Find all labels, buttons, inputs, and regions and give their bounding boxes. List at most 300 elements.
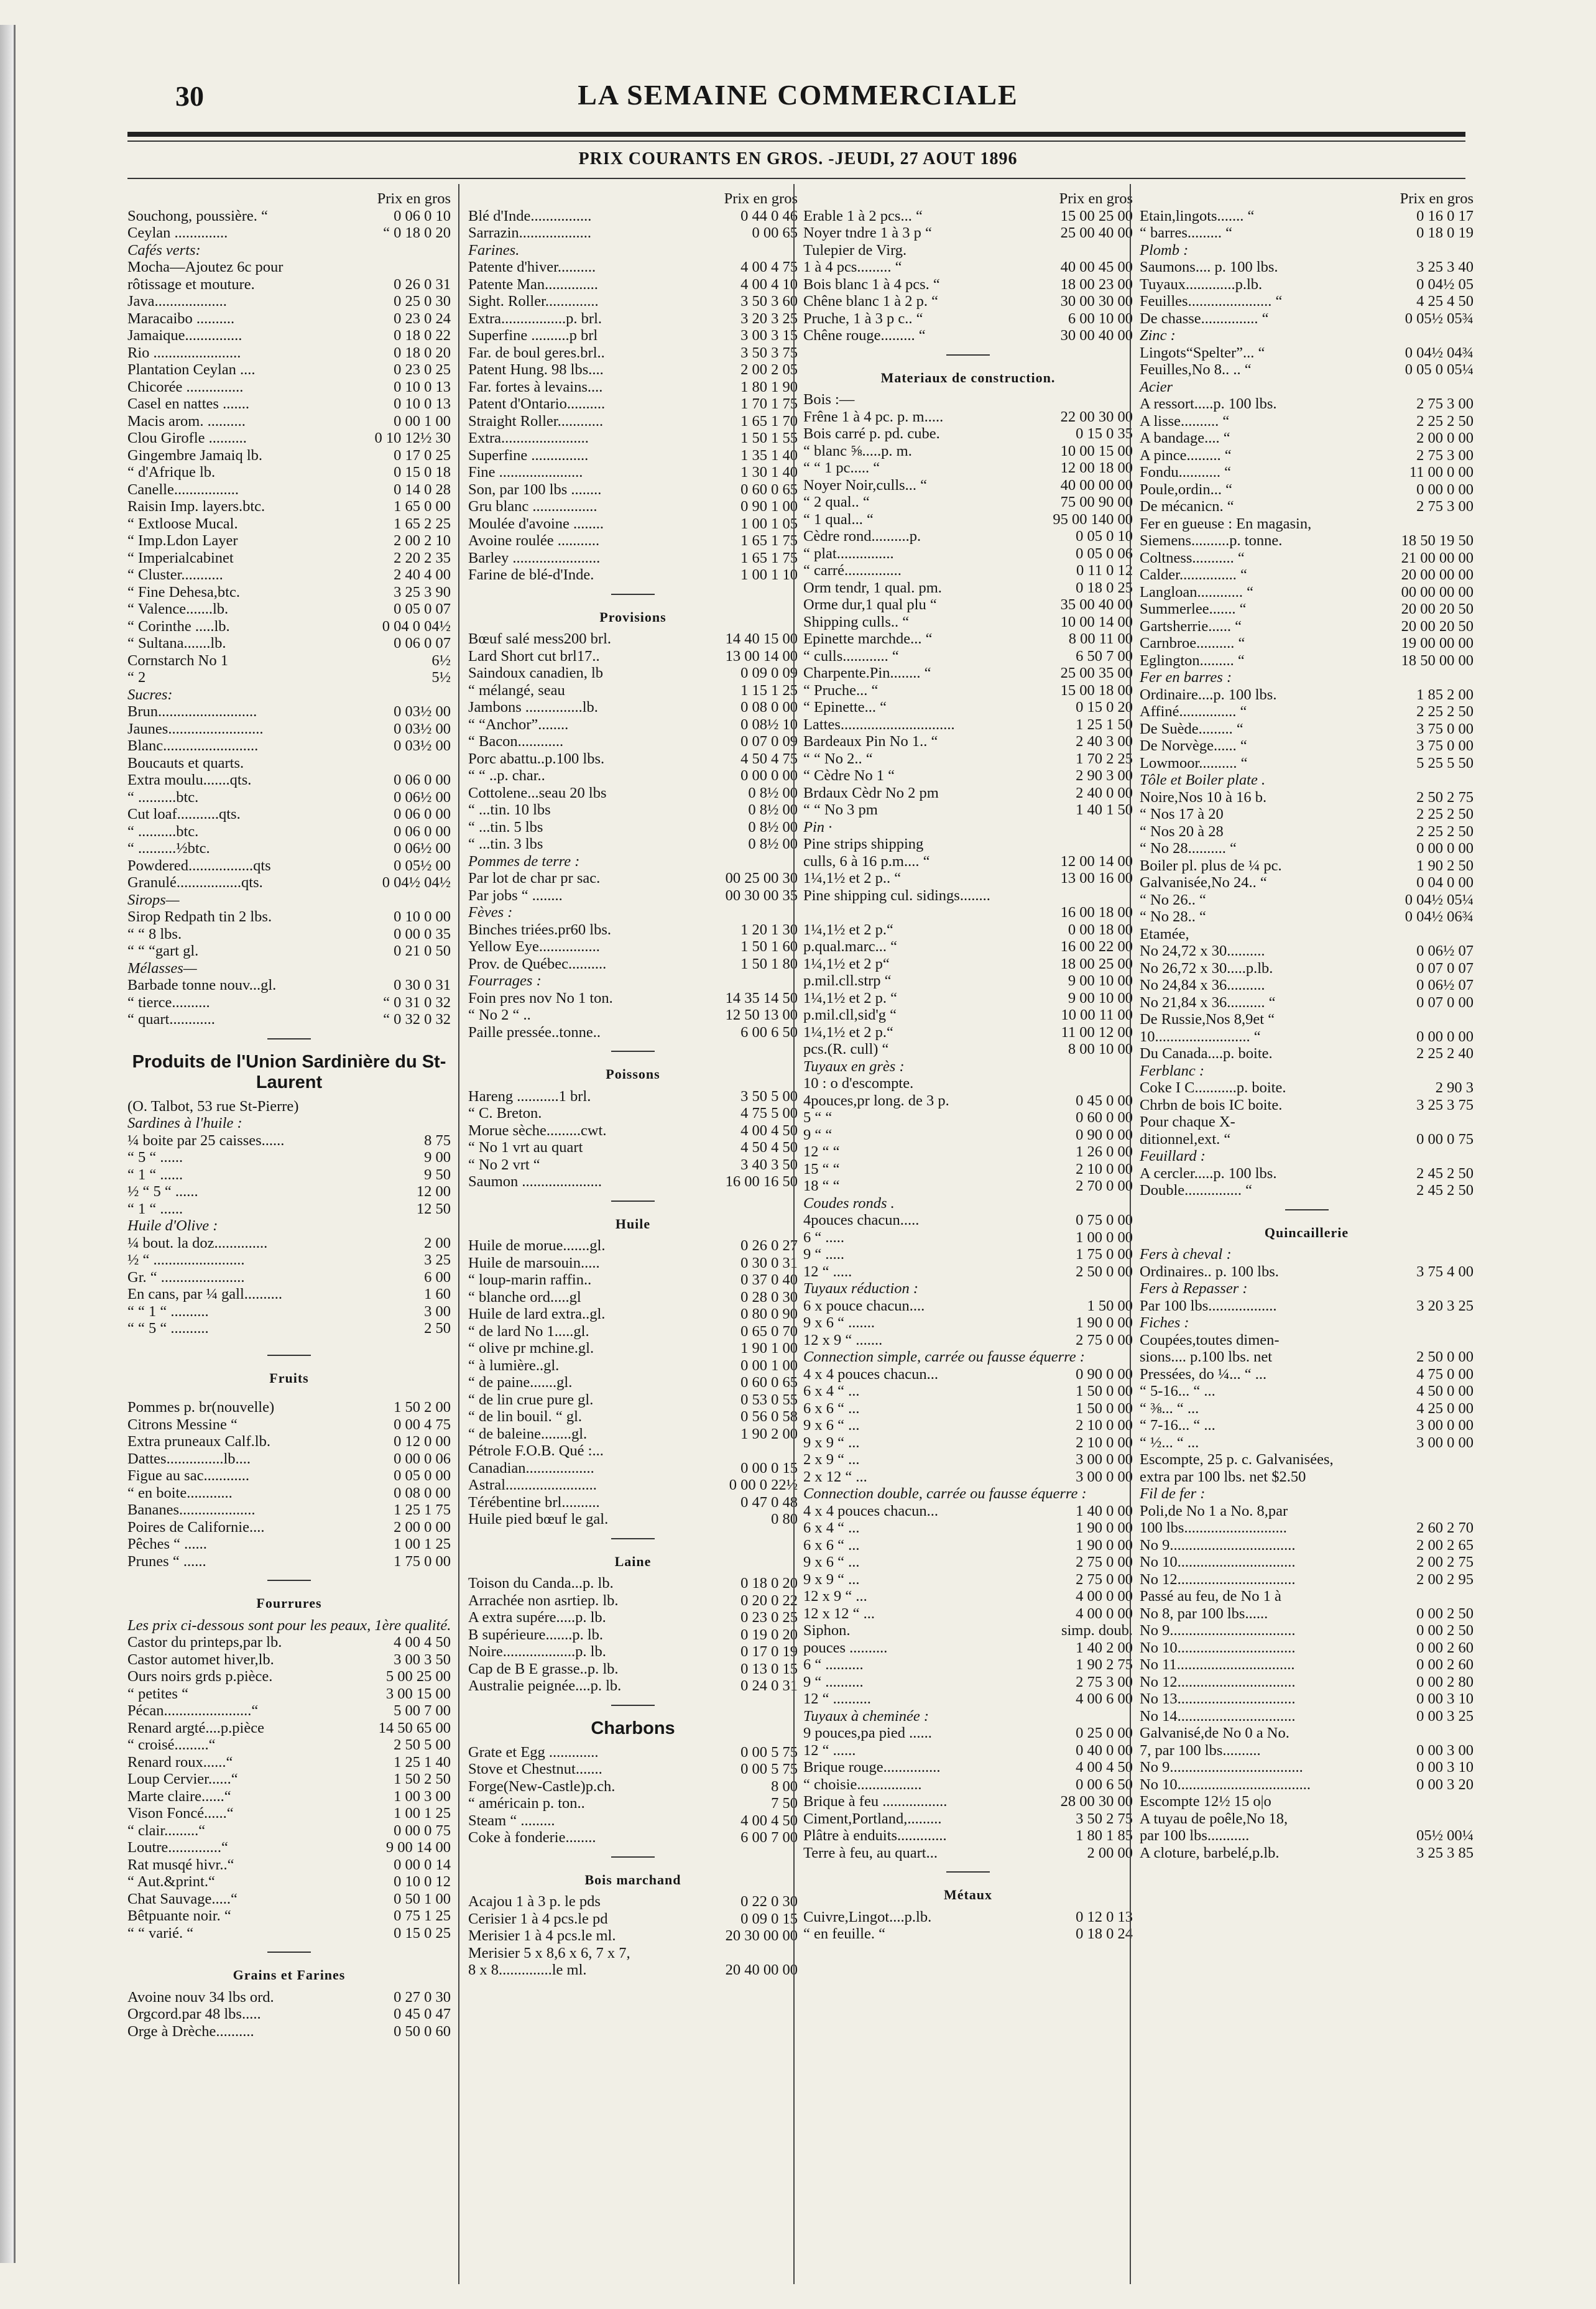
price-row <box>803 1314 1133 1332</box>
item-price: 0 07 0 09 <box>740 733 798 750</box>
item-name: Par jobs “ ........ <box>468 887 563 904</box>
item-price: 2 60 2 70 <box>1416 1519 1474 1536</box>
price-row <box>803 1742 1133 1759</box>
text-line: De Russie,Nos 8,9et “ <box>1140 1011 1275 1028</box>
item-price: 0 8½ 00 <box>748 784 798 801</box>
price-row <box>1140 686 1474 704</box>
price-row <box>803 1503 1133 1520</box>
item-price: 1 80 1 90 <box>740 378 798 395</box>
section-heading: Bois marchand <box>584 1871 681 1887</box>
price-row <box>468 1122 798 1140</box>
price-row <box>127 464 451 481</box>
price-row <box>127 1320 451 1337</box>
item-name: Orme dur,1 qual plu “ <box>803 596 937 613</box>
item-name: “ No 2 “ .. <box>468 1007 531 1023</box>
price-row <box>468 1374 798 1391</box>
price-row <box>803 1656 1133 1674</box>
price-row <box>468 1024 798 1041</box>
item-name: Blanc......................... <box>127 737 259 754</box>
item-name: “ Corinthe .....lb. <box>127 617 230 635</box>
item-name: 4 x 4 pouces chacun... <box>803 1365 939 1383</box>
price-row <box>803 459 1133 477</box>
item-price: 0 00 0 75 <box>394 1822 451 1839</box>
item-price: 3 00 15 00 <box>385 1685 451 1702</box>
price-row <box>468 1511 798 1528</box>
item-price: 0 05 0 06 <box>1076 545 1133 562</box>
item-price: 2 00 2 95 <box>1416 1570 1474 1588</box>
price-row <box>803 1127 1133 1144</box>
item-price: 0 18 0 19 <box>1416 224 1474 241</box>
item-name: Clou Girofle .......... <box>127 430 247 446</box>
subheading: Fers à Repasser : <box>1140 1280 1248 1297</box>
section-divider <box>611 594 655 595</box>
item-price: 2 50 0 00 <box>1416 1348 1474 1365</box>
price-row <box>803 767 1133 785</box>
item-price: 1 25 1 40 <box>394 1753 451 1771</box>
price-row <box>468 921 798 939</box>
section-heading: Fourrures <box>256 1595 322 1611</box>
item-price: 0 07 0 07 <box>1416 959 1474 977</box>
item-name: Feuilles...................... “ <box>1140 293 1283 310</box>
price-row <box>468 938 798 956</box>
price-row <box>803 1674 1133 1691</box>
item-name: Patente Man.............. <box>468 275 598 293</box>
item-price: 4 00 4 50 <box>1076 1759 1133 1776</box>
price-row <box>468 1961 798 1979</box>
price-row <box>468 1592 798 1610</box>
item-price: 6½ <box>431 652 451 669</box>
subheading: Connection double, carrée ou fausse équerre : <box>803 1485 1087 1502</box>
column-header: Prix en gros <box>377 190 451 207</box>
item-name: Citrons Messine “ <box>127 1416 238 1433</box>
item-name: Noyer tndre 1 à 3 p “ <box>803 224 932 241</box>
item-name: Ceylan .............. <box>127 224 228 241</box>
price-row <box>803 1810 1133 1828</box>
item-name: “ Bacon............ <box>468 733 564 750</box>
price-row <box>1140 1571 1474 1588</box>
price-row <box>803 1178 1133 1195</box>
price-row <box>468 630 798 648</box>
item-price: 4 00 4 50 <box>394 1634 451 1651</box>
item-name: Far. de boul geres.brl.. <box>468 344 605 361</box>
item-price: 0 15 0 20 <box>1076 699 1133 716</box>
subheading: Fèves : <box>468 904 513 921</box>
price-row <box>468 836 798 853</box>
item-name: No 14............................... <box>1140 1707 1296 1725</box>
item-name: “ ...tin. 10 lbs <box>468 801 551 818</box>
item-price: 12 50 13 00 <box>725 1007 798 1023</box>
item-name: No 12............................... <box>1140 1673 1296 1690</box>
item-price: 9 00 <box>424 1149 451 1166</box>
item-name: Superfine ..........p brl <box>468 327 598 344</box>
price-row <box>1140 293 1474 310</box>
item-price: 0 47 0 48 <box>740 1493 798 1511</box>
item-price: 0 8½ 00 <box>748 801 798 818</box>
item-name: Sarrazin................... <box>468 224 591 241</box>
price-row <box>1140 1434 1474 1452</box>
item-price: 3 25 3 75 <box>1416 1096 1474 1113</box>
price-row <box>803 477 1133 494</box>
item-name: Du Canada....p. boite. <box>1140 1045 1273 1062</box>
item-price: 0 56 0 58 <box>740 1408 798 1425</box>
item-price: 0 20 0 22 <box>740 1592 798 1609</box>
item-name: Rat musqé hivr..“ <box>127 1856 234 1873</box>
item-name: “ barres......... “ <box>1140 224 1232 241</box>
price-row <box>468 887 798 905</box>
item-name: Renard roux......“ <box>127 1753 233 1771</box>
item-price: 0 23 0 25 <box>740 1609 798 1626</box>
item-price: 10 00 11 00 <box>1061 1007 1133 1023</box>
price-row <box>1140 1519 1474 1537</box>
price-row <box>1140 447 1474 464</box>
item-price: 4 00 4 75 <box>740 259 798 275</box>
item-name: “ carré............... <box>803 562 902 579</box>
item-name: “ ..........btc. <box>127 788 199 806</box>
item-name: A lisse.......... “ <box>1140 412 1230 430</box>
price-row <box>803 596 1133 614</box>
price-row <box>468 310 798 328</box>
column-header: Prix en gros <box>1059 190 1133 207</box>
item-price: 6 00 7 00 <box>740 1829 798 1846</box>
section-divider <box>611 1201 655 1202</box>
item-price: 0 00 0 22½ <box>729 1477 798 1493</box>
item-name: De Suède......... “ <box>1140 720 1243 737</box>
item-name: Brun.......................... <box>127 703 257 720</box>
item-price: 0 00 2 50 <box>1416 1605 1474 1622</box>
price-row <box>468 344 798 362</box>
item-price: 1 40 0 00 <box>1076 1502 1133 1519</box>
price-row <box>127 1303 451 1320</box>
subheading: Cafés verts: <box>127 241 201 259</box>
price-row <box>803 699 1133 716</box>
price-row <box>127 1183 451 1201</box>
text-line: Pour chaque X- <box>1140 1113 1235 1130</box>
item-price: 0 06 0 00 <box>394 806 451 823</box>
item-name: “ américain p. ton.. <box>468 1795 585 1812</box>
item-price: 3 00 3 15 <box>740 327 798 344</box>
price-row <box>127 361 451 379</box>
text-line: Pine strips shipping <box>803 836 924 852</box>
price-row <box>468 1661 798 1678</box>
item-price: 0 00 6 50 <box>1076 1776 1133 1793</box>
item-name: Prunes “ ...... <box>127 1552 206 1570</box>
item-name: Macis arom. .......... <box>127 412 246 430</box>
item-name: 1¼,1½ et 2 p.“ <box>803 1023 893 1041</box>
item-name: 12 x 9 “ ....... <box>803 1331 883 1348</box>
item-price: 0 10 12½ 30 <box>374 430 451 446</box>
item-price: 0 00 0 14 <box>394 1856 451 1873</box>
item-name: Merisier 5 x 8,6 x 6, 7 x 7, <box>468 1944 630 1961</box>
item-price: “ 0 32 0 32 <box>383 1011 451 1028</box>
price-row <box>468 293 798 310</box>
item-price: 0 19 0 20 <box>740 1626 798 1643</box>
item-price: 8 00 10 00 <box>1068 1041 1133 1058</box>
item-price: 0 18 0 25 <box>1076 579 1133 596</box>
item-name: sions.... p.100 lbs. net <box>1140 1348 1273 1365</box>
item-price: 3 00 3 50 <box>394 1651 451 1668</box>
item-name: Powdered.................qts <box>127 857 271 874</box>
item-price: 0 00 5 75 <box>740 1761 798 1777</box>
subheading: Plomb : <box>1140 241 1189 259</box>
price-row <box>803 1605 1133 1623</box>
item-name: Cottolene...seau 20 lbs <box>468 784 607 801</box>
item-price: 0 06 0 07 <box>394 635 451 652</box>
price-row <box>1140 224 1474 242</box>
item-name: pcs.(R. cull) “ <box>803 1041 889 1058</box>
price-row <box>1140 413 1474 430</box>
price-row <box>1140 1827 1474 1845</box>
section-heading: Provisions <box>599 609 667 625</box>
newspaper-title: LA SEMAINE COMMERCIALE <box>578 79 1018 111</box>
item-price: 2 45 2 50 <box>1416 1182 1474 1199</box>
section-divider <box>267 1355 311 1356</box>
item-price: 2 50 0 00 <box>1076 1263 1133 1280</box>
price-row <box>127 447 451 464</box>
text-line: (O. Talbot, 53 rue St-Pierre) <box>127 1097 299 1115</box>
item-price: 0 06 0 00 <box>394 772 451 788</box>
section-heading: Materiaux de construction. <box>880 369 1056 385</box>
item-name: Rio ....................... <box>127 344 241 361</box>
item-price: 0 05½ 05¾ <box>1405 310 1474 327</box>
subheading: Sirops— <box>127 891 180 908</box>
price-row <box>127 413 451 430</box>
price-row <box>1140 1742 1474 1759</box>
price-row <box>803 425 1133 443</box>
item-name: Extra moulu.......qts. <box>127 772 252 788</box>
item-name: Lingots“Spelter”... “ <box>1140 344 1265 361</box>
item-name: De Norvège...... “ <box>1140 737 1247 754</box>
price-row <box>468 1173 798 1191</box>
section-heading: Huile <box>615 1215 651 1232</box>
scan-margin <box>0 25 16 2263</box>
price-row <box>1140 259 1474 276</box>
item-name: “ de baleine........gl. <box>468 1425 588 1442</box>
item-price: 1 26 0 00 <box>1076 1143 1133 1160</box>
price-row <box>1140 1639 1474 1657</box>
item-name: Moulée d'avoine ........ <box>468 515 604 532</box>
item-price: 0 8½ 00 <box>748 818 798 836</box>
item-price: 2 25 2 40 <box>1416 1045 1474 1062</box>
item-price: 40 00 00 00 <box>1060 476 1133 494</box>
item-name: 100 lbs........................... <box>1140 1519 1287 1536</box>
item-price: 0 21 0 50 <box>394 942 451 959</box>
item-price: 0 23 0 25 <box>394 361 451 378</box>
item-price: 20 30 00 00 <box>725 1927 798 1944</box>
subheading: Zinc : <box>1140 327 1176 344</box>
item-name: Superfine ............... <box>468 446 589 464</box>
item-name: En cans, par ¼ gall.......... <box>127 1286 283 1302</box>
item-name: Affiné............... “ <box>1140 703 1247 720</box>
item-price: 12 50 <box>416 1200 451 1217</box>
item-price: 0 10 0 13 <box>394 378 451 395</box>
item-price: 0 18 0 20 <box>394 344 451 361</box>
item-name: No 9................................... <box>1140 1759 1303 1776</box>
item-name: ditionnel,ext. “ <box>1140 1130 1231 1148</box>
item-price: 2 75 3 00 <box>1416 395 1474 412</box>
item-name: Arrachée non asrtiep. lb. <box>468 1592 619 1609</box>
item-price: 28 00 30 00 <box>1060 1793 1133 1810</box>
price-row <box>1140 1622 1474 1639</box>
price-row <box>1140 1656 1474 1674</box>
item-name: No 26,72 x 30.....p.lb. <box>1140 959 1273 977</box>
item-price: 0 23 0 24 <box>394 310 451 327</box>
item-price: 4 50 4 50 <box>740 1139 798 1156</box>
subheading: Fer en barres : <box>1140 669 1232 686</box>
price-column-3 <box>793 184 1133 2284</box>
price-row <box>803 1776 1133 1794</box>
price-row <box>1140 1297 1474 1315</box>
item-price: 0 10 0 13 <box>394 395 451 412</box>
price-row <box>127 1235 451 1252</box>
item-price: 0 13 0 15 <box>740 1660 798 1677</box>
item-name: “ tierce.......... <box>127 993 210 1011</box>
item-price: 0 17 0 25 <box>394 446 451 464</box>
price-row <box>127 1736 451 1754</box>
price-row <box>803 1434 1133 1452</box>
item-price: 3 00 0 00 <box>1076 1468 1133 1485</box>
item-price: 0 25 0 00 <box>1076 1725 1133 1741</box>
item-price: 0 09 0 15 <box>740 1910 798 1927</box>
item-price: 2 25 2 50 <box>1416 412 1474 430</box>
price-row <box>803 733 1133 750</box>
price-row <box>803 682 1133 699</box>
item-price: 2 00 2 75 <box>1416 1554 1474 1570</box>
item-price: 1 00 3 00 <box>394 1787 451 1805</box>
item-price: 0 05 0 10 <box>1076 528 1133 545</box>
item-price: 0 45 0 00 <box>1076 1092 1133 1109</box>
price-row <box>468 785 798 802</box>
price-row <box>468 767 798 785</box>
item-name: ½ “ 5 “ ...... <box>127 1183 198 1200</box>
text-line: Mocha—Ajoutez 6c pour <box>127 259 284 275</box>
item-name: Saumon ..................... <box>468 1173 602 1190</box>
item-name: Orge à Drèche.......... <box>127 2022 254 2040</box>
item-name: Granulé.................qts. <box>127 874 263 891</box>
item-name: Cut loaf...........qts. <box>127 806 241 823</box>
item-name: 18 “ “ <box>803 1178 840 1194</box>
item-price: 12 00 14 00 <box>1060 852 1133 870</box>
item-price: 2 90 3 00 <box>1076 767 1133 784</box>
item-price: 0 06 0 00 <box>394 823 451 840</box>
item-price: 0 08½ 10 <box>740 716 798 733</box>
price-row <box>1140 874 1474 892</box>
price-row <box>127 1166 451 1184</box>
price-row <box>127 584 451 601</box>
item-name: “ 1 “ ...... <box>127 1166 183 1183</box>
price-row <box>1140 1845 1474 1862</box>
section-divider <box>1285 1209 1329 1210</box>
item-name: A cloture, barbelé,p.lb. <box>1140 1844 1280 1861</box>
item-name: Binches triées.pr60 lbs. <box>468 921 611 938</box>
item-price: 1 75 0 00 <box>1076 1246 1133 1263</box>
price-row <box>468 327 798 344</box>
item-price: 0 18 0 20 <box>740 1575 798 1592</box>
item-name: Jambons ...............lb. <box>468 699 598 716</box>
price-row <box>468 1778 798 1795</box>
item-name: Saindoux canadien, lb <box>468 665 604 681</box>
subheading: Ferblanc : <box>1140 1062 1205 1079</box>
price-row <box>803 1007 1133 1024</box>
item-name: Frêne 1 à 4 pc. p. m..... <box>803 408 944 425</box>
price-row <box>127 310 451 328</box>
price-row <box>803 293 1133 310</box>
price-row <box>803 545 1133 563</box>
price-row <box>127 601 451 618</box>
item-name: 1¼,1½ et 2 p. “ <box>803 989 898 1007</box>
price-row <box>127 566 451 584</box>
spacer <box>127 1391 451 1399</box>
item-price: 20 00 00 00 <box>1401 566 1474 583</box>
item-name: Lowmoor.......... “ <box>1140 754 1248 772</box>
item-price: 8 00 11 00 <box>1068 630 1133 647</box>
item-name: pouces .......... <box>803 1639 888 1656</box>
price-row <box>127 481 451 499</box>
item-name: Gartsherrie...... “ <box>1140 617 1242 635</box>
item-price: 2 75 0 00 <box>1076 1570 1133 1588</box>
item-name: Ordinaire....p. 100 lbs. <box>1140 686 1277 703</box>
section-heading: Laine <box>614 1553 652 1569</box>
item-price: 2 40 0 00 <box>1076 784 1133 801</box>
item-price: 0 8½ 00 <box>748 836 798 852</box>
item-name: “ “ “gart gl. <box>127 942 199 959</box>
item-price: 16 00 18 00 <box>1060 904 1133 921</box>
item-name: “ ..........½btc. <box>127 840 210 857</box>
item-price: 1 15 1 25 <box>740 681 798 699</box>
item-price: 0 75 1 25 <box>394 1907 451 1924</box>
price-row <box>468 1677 798 1695</box>
price-row <box>803 1383 1133 1400</box>
price-row <box>127 1519 451 1536</box>
item-name: Langloan............ “ <box>1140 583 1254 601</box>
subheading: Fil de fer : <box>1140 1485 1206 1502</box>
price-row <box>803 310 1133 328</box>
item-price: 14 50 65 00 <box>378 1719 451 1736</box>
price-row <box>127 344 451 362</box>
item-price: “ 0 18 0 20 <box>383 224 451 241</box>
price-row <box>468 1323 798 1340</box>
item-price: 1 25 1 75 <box>394 1501 451 1518</box>
item-name: 2 x 12 “ ... <box>803 1468 867 1485</box>
item-name: 9 “ “ <box>803 1126 833 1143</box>
item-price: 3 25 3 85 <box>1416 1844 1474 1861</box>
price-row <box>1140 1366 1474 1383</box>
item-price: 0 65 0 70 <box>740 1322 798 1340</box>
item-name: Cap de B E grasse..p. lb. <box>468 1660 619 1677</box>
item-name: Chêne rouge......... “ <box>803 327 926 344</box>
item-name: “ de lard No 1.....gl. <box>468 1322 589 1340</box>
item-name: Pommes p. br(nouvelle) <box>127 1399 275 1416</box>
item-price: 0 50 1 00 <box>394 1890 451 1907</box>
item-name: 4 x 4 pouces chacun... <box>803 1502 939 1519</box>
item-price: 0 09 0 09 <box>740 665 798 681</box>
price-row <box>127 1668 451 1685</box>
item-name: Brique rouge............... <box>803 1759 941 1776</box>
item-name: 9 x 9 “ ... <box>803 1570 860 1588</box>
price-row <box>127 669 451 686</box>
price-row <box>803 1925 1133 1943</box>
item-price: 7 50 <box>771 1795 798 1812</box>
item-name: Cèdre rond..........p. <box>803 528 921 545</box>
item-price: 0 00 0 06 <box>394 1450 451 1467</box>
page-number: 30 <box>175 80 204 112</box>
text-line: 10 : o d'escompte. <box>803 1075 914 1092</box>
item-name: “ blanche ord.....gl <box>468 1288 581 1306</box>
price-row <box>803 208 1133 225</box>
item-price: 0 00 2 50 <box>1416 1622 1474 1639</box>
price-row <box>127 1771 451 1788</box>
item-price: 1 40 2 00 <box>1076 1639 1133 1656</box>
price-row <box>468 1893 798 1910</box>
